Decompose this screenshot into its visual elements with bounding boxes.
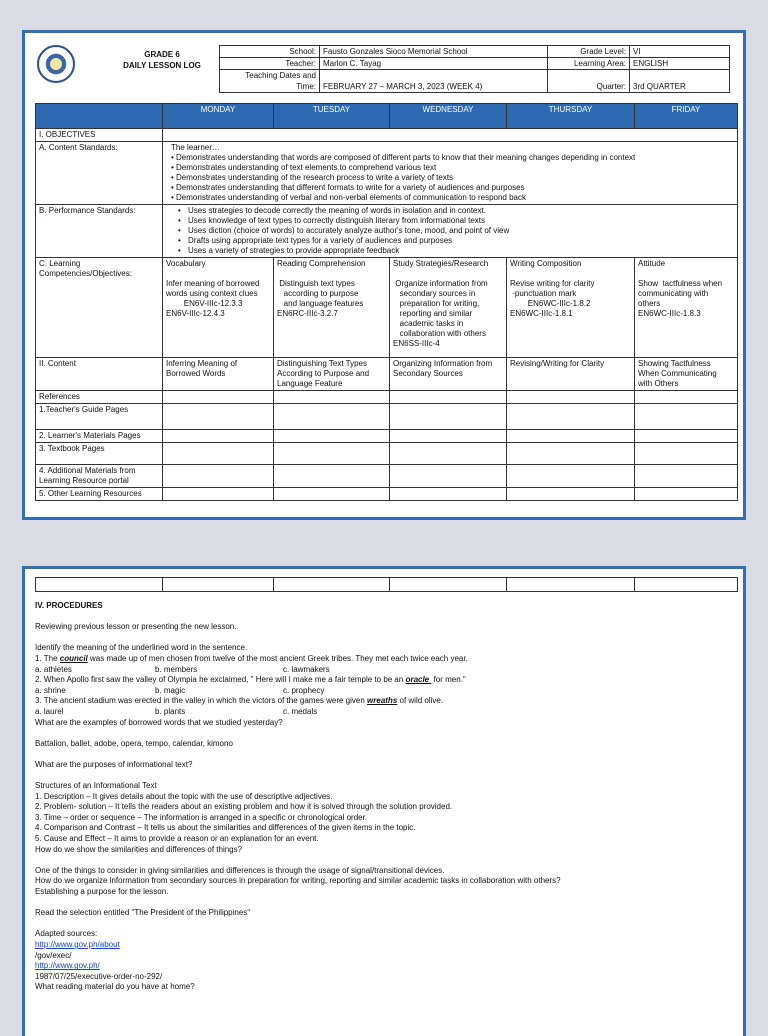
lesson-log-page-2	[22, 566, 746, 1036]
competencies-label: C. Learning Competencies/Objectives:	[36, 258, 163, 358]
source-link-1[interactable]: http://www.gov.ph/about	[35, 940, 120, 949]
competency-cell: Attitude Show tactfulness when communicating with others EN6WC-IIIc-1.8.3	[635, 258, 738, 358]
dates-value: FEBRUARY 27 – MARCH 3, 2023 (WEEK 4)	[320, 70, 548, 93]
performance-standards-label: B. Performance Standards:	[36, 205, 163, 258]
options-2: a. shrine b. magic c. prophecy	[35, 685, 325, 695]
question-1: 1. The council was made up of men chosen from twelve of the most ancient Greek tribes. They met each twice each year.	[35, 653, 468, 663]
content-cell: Showing Tactfulness When Communicating with Others	[635, 358, 738, 391]
instruction-line: Identify the meaning of the underlined word in the sentence.	[35, 643, 248, 653]
learners-materials-label: 2. Learner's Materials Pages	[36, 430, 163, 443]
options-1: a. athletes b. members c. lawmakers	[35, 664, 330, 674]
days-header-row	[36, 104, 738, 129]
deped-seal-icon	[37, 45, 75, 83]
content-standards: The learner… • Demonstrates understanding that words are composed of different parts to know that their meaning changes depending in context • Demonstrates understanding of text elements to comprehend various text • Demonstrates understanding of the research process to write a variety of texts • Demonstrates understanding that different formats to write for a variety of audiences and purposes • Demonstrates understanding of verbal and non-verbal elements of communication to respond back	[163, 142, 738, 205]
day-header: MONDAY	[163, 104, 274, 129]
options-3: a. laurel b. plants c. medals	[35, 706, 318, 716]
references-label: References	[36, 391, 163, 404]
teacher-label: Teacher:	[220, 58, 320, 70]
teachers-guide-label: 1.Teacher's Guide Pages	[36, 404, 163, 430]
question-3: 3. The ancient stadium was erected in the valley in which the victors of the games were given wreaths of wild olive.	[35, 696, 444, 706]
grade-title: GRADE 6	[144, 50, 180, 59]
corner-cell	[36, 104, 163, 129]
objectives-section: I. OBJECTIVES	[36, 129, 163, 142]
content-cell: Distinguishing Text Types According to Purpose and Language Feature	[274, 358, 390, 391]
procedures-title: IV. PROCEDURES	[35, 601, 103, 610]
question-2: 2. When Apollo first saw the valley of Olympia he exclaimed, " Here will I make me a fair temple to be an oracle for men."	[35, 675, 466, 685]
lesson-table	[35, 103, 738, 501]
competency-cell: Study Strategies/Research Organize information from secondary sources in preparation for writing, reporting and similar academic tasks in collaboration with others EN6SS-IIIc-4	[390, 258, 507, 358]
content-label: II. Content	[36, 358, 163, 391]
review-line: Reviewing previous lesson or presenting the new lesson.	[35, 622, 237, 632]
adapted-sources-label: Adapted sources:	[35, 929, 98, 939]
day-header: THURSDAY	[507, 104, 635, 129]
content-cell: Inferring Meaning of Borrowed Words	[163, 358, 274, 391]
lesson-log-page-1	[22, 30, 746, 520]
quarter-label: Quarter:	[548, 70, 630, 93]
continuation-row	[35, 577, 738, 592]
content-cell: Organizing Information from Secondary Sources	[390, 358, 507, 391]
source-link-2[interactable]: http://www.gov.ph/	[35, 961, 100, 971]
day-header: FRIDAY	[635, 104, 738, 129]
structures-title: Structures of an Informational Text	[35, 781, 157, 791]
performance-standards: • Uses strategies to decode correctly the meaning of words in isolation and in context. • Uses knowledge of text types to correctly distinguish literary from informational texts • Uses diction (choice of words) to accurately analyze author's tone, mood, and point of view • Drafts using appropriate text types for a variety of audiences and purposes • Uses a variety of strategies to provide appropriate feedback	[163, 205, 738, 258]
other-resources-label: 5. Other Learning Resources	[36, 488, 163, 501]
grade-heading	[87, 49, 237, 71]
quarter-value: 3rd QUARTER	[630, 70, 730, 93]
school-label: School:	[220, 46, 320, 58]
school-value: Fausto Gonzales Sioco Memorial School	[320, 46, 548, 58]
textbook-label: 3. Textbook Pages	[36, 443, 163, 465]
read-selection: Read the selection entitled "The President of the Philippines"	[35, 908, 251, 918]
dates-label: Teaching Dates and Time:	[220, 70, 320, 93]
competency-cell: Reading Comprehension Distinguish text types according to purpose and language features EN6RC-IIIc-3.2.7	[274, 258, 390, 358]
area-label: Learning Area:	[548, 58, 630, 70]
teacher-value: Marlon C. Tayag	[320, 58, 548, 70]
additional-materials-label: 4. Additional Materials from Learning Resource portal	[36, 465, 163, 488]
content-cell: Revising/Writing for Clarity	[507, 358, 635, 391]
procedures-section: IV. PROCEDURES Reviewing previous lesson or presenting the new lesson. Identify the meaning of the underlined word in the sentence. 1. The council was made up of men chosen from twelve of the most ancient Greek tribes. They met each twice each year. a. athletes b. members c. lawmakers 2. When Apollo first saw the valley of Olympia he exclaimed, " Here will I make me a fair temple to be an oracle for men." a. shrine b. magic c. prophecy 3. The ancient stadium was erected in the valley in which the victors of the games were given wreaths of wild olive. a. laurel b. plants c. medals What are the examples of borrowed words that we studied yesterday? Battalion, ballet, adobe, opera, tempo, calendar, kimono What are the purposes of informational text? Structures of an Informational Text 1. Description – It gives details about the topic with the use of descriptive adjectives. 2. Problem- solution – It tells the readers about an existing problem and how it is solved through the solution provided. 3. Time – order or sequence – The information is arranged in a specific or chronological order. 4. Comparison and Contrast – It tells us about the similarities and differences of the given items in the topic. 5. Cause and Effect – It aims to provide a reason or an explanation for an event. How do we show the similarities and differences of things? One of the things to consider in giving similarities and differences is through the usage of signal/transitional devices. How do we organize information from secondary sources in preparation for writing, reporting and similar academic tasks in collaboration with others? Establishing a purpose for the lesson. Read the selection entitled "The President of the Philippines" Adapted sources: http://www.gov.ph/about /gov/exec/ http://www.gov.ph/ 1987/07/25/executive-order-no-292/ What reading material do you have at home?	[35, 601, 735, 993]
area-value: ENGLISH	[630, 58, 730, 70]
day-header: TUESDAY	[274, 104, 390, 129]
day-header: WEDNESDAY	[390, 104, 507, 129]
competency-cell: Writing Composition Revise writing for clarity -punctuation mark EN6WC-IIIc-1.8.2 EN6WC-IIIc-1.8.1	[507, 258, 635, 358]
content-standards-label: A. Content Standards:	[36, 142, 163, 205]
header-info-table	[219, 45, 730, 93]
examples-line: Battalion, ballet, adobe, opera, tempo, calendar, kimono	[35, 738, 233, 748]
competency-cell: Vocabulary Infer meaning of borrowed words using context clues EN6V-IIIc-12.3.3 EN6V-IIIc-12.4.3	[163, 258, 274, 358]
log-title: DAILY LESSON LOG	[123, 61, 201, 70]
grade-level-value: VI	[630, 46, 730, 58]
grade-level-label: Grade Level:	[548, 46, 630, 58]
